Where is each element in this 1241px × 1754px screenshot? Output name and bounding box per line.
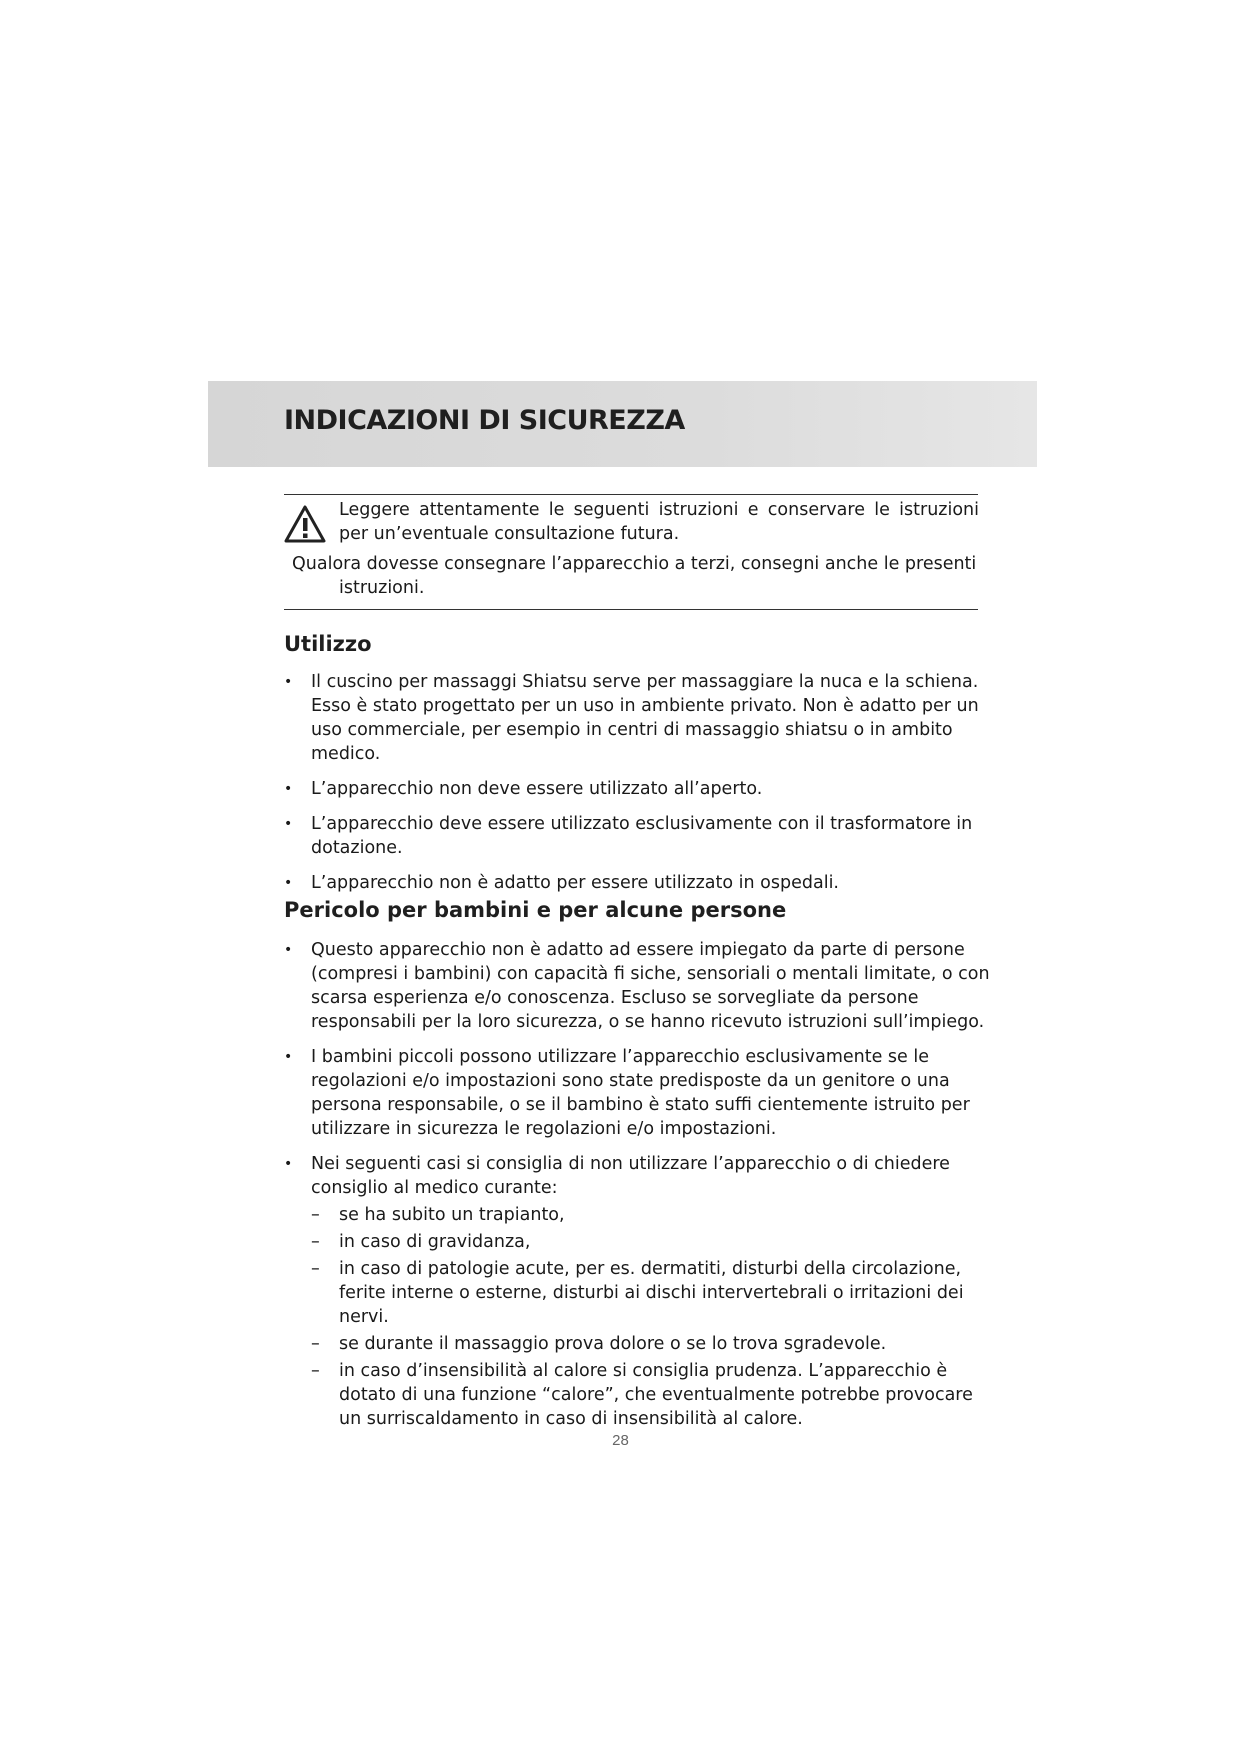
page-number: 28 [612, 1432, 629, 1449]
notice-text-secondary: Qualora dovesse consegnare l’apparecchio a terzi, consegni anche le presenti istruzioni. [292, 554, 977, 598]
list-item-text: Nei seguenti casi si consiglia di non utilizzare l’apparecchio o di chiedere consiglio al medico curante: [311, 1154, 950, 1198]
list-item [284, 812, 996, 860]
sub-list-item-text: in caso di patologie acute, per es. dermatiti, disturbi della circolazione, ferite interne o esterne, disturbi ai dischi intervertebrali o irritazioni dei nervi. [339, 1259, 964, 1327]
notice-top-rule [284, 494, 978, 495]
notice-text-primary: Leggere attentamente le seguenti istruzioni e conservare le istruzioni per un’eventuale consultazione futura. [339, 500, 979, 544]
list-pericolo [284, 938, 996, 1442]
section-heading-pericolo: Pericolo per bambini e per alcune persone [284, 898, 787, 922]
list-item [284, 670, 996, 766]
list-item [284, 777, 996, 801]
list-item [284, 1045, 996, 1141]
sub-list-item [311, 1203, 996, 1227]
warning-icon [284, 505, 326, 543]
list-item-text: L’apparecchio non è adatto per essere utilizzato in ospedali. [311, 873, 839, 893]
sub-list-item [311, 1332, 996, 1356]
list-item-text: Questo apparecchio non è adatto ad essere impiegato da parte di persone (compresi i bambini) con capacità fi siche, sensoriali o mentali limitate, o con scarsa esperienza e/o conoscenza. Escluso se sorvegliate da persone responsabili per la loro sicurezza, o se hanno ricevuto istruzioni sull’impiego. [311, 940, 990, 1032]
sub-list-item [311, 1359, 996, 1431]
list-item-text: L’apparecchio deve essere utilizzato esclusivamente con il trasformatore in dotazione. [311, 814, 973, 858]
sub-list-item [311, 1230, 996, 1254]
sub-list [311, 1203, 996, 1431]
section-heading-utilizzo: Utilizzo [284, 632, 372, 656]
list-item [284, 1152, 996, 1431]
page-title: INDICAZIONI DI SICUREZZA [284, 405, 685, 436]
notice-bottom-rule [284, 609, 978, 610]
sub-list-item-text: se durante il massaggio prova dolore o se lo trova sgradevole. [339, 1334, 887, 1354]
list-item [284, 871, 996, 895]
sub-list-item-text: se ha subito un trapianto, [339, 1205, 565, 1225]
list-item-text: Il cuscino per massaggi Shiatsu serve per massaggiare la nuca e la schiena. Esso è stato progettato per un uso in ambiente privato. Non è adatto per un uso commerciale, per esempio in centri di massaggio shiatsu o in ambito medico. [311, 672, 979, 764]
list-utilizzo [284, 670, 996, 906]
list-item [284, 938, 996, 1034]
list-item-text: I bambini piccoli possono utilizzare l’apparecchio esclusivamente se le regolazioni e/o impostazioni sono state predisposte da un genitore o una persona responsabile, o se il bambino è stato suffi cientemente istruito per utilizzare in sicurezza le regolazioni e/o impostazioni. [311, 1047, 970, 1139]
list-item-text: L’apparecchio non deve essere utilizzato all’aperto. [311, 779, 763, 799]
sub-list-item-text: in caso d’insensibilità al calore si consiglia prudenza. L’apparecchio è dotato di una funzione “calore”, che eventualmente potrebbe provocare un surriscaldamento in caso di insensibilità al calore. [339, 1361, 973, 1429]
sub-list-item [311, 1257, 996, 1329]
sub-list-item-text: in caso di gravidanza, [339, 1232, 531, 1252]
